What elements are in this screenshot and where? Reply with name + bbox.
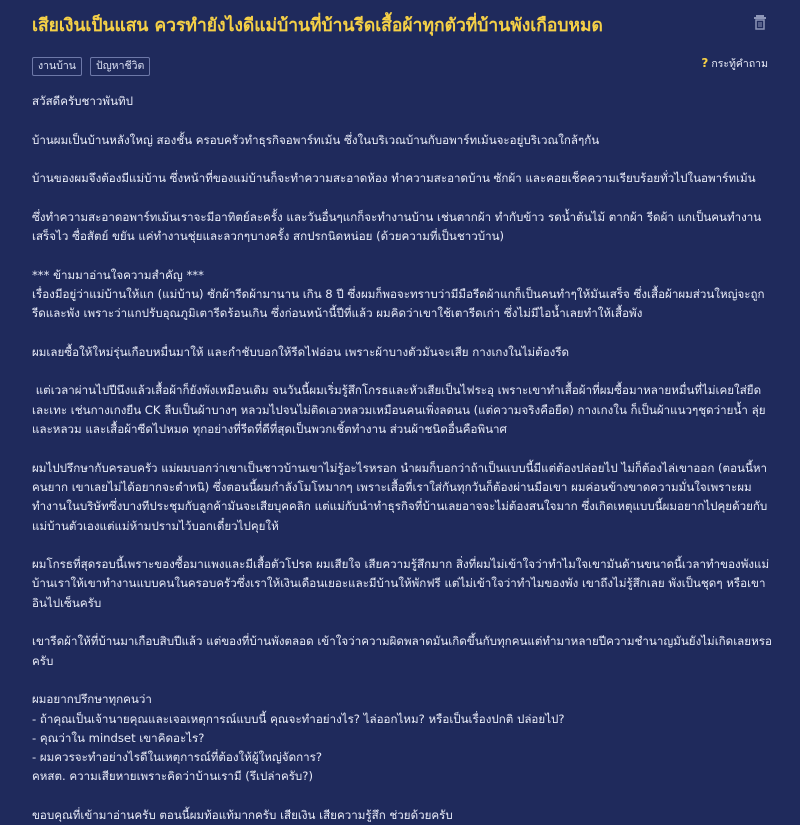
paragraph-thanks: ขอบคุณที่เข้ามาอ่านครับ ตอนนี้ผมท้อแท้มากครับ เสียเงิน เสียความรู้สึก ช่วยด้วยครับ <box>32 807 453 822</box>
trash-icon[interactable] <box>753 14 767 30</box>
post-body <box>32 92 772 825</box>
paragraph-greeting: สวัสดีครับชาวพันทิป <box>32 94 133 108</box>
topic-meta <box>32 54 768 74</box>
paragraph-ten-years: เขารีดผ้าให้ที่บ้านมาเกือบสิบปีแล้ว แต่ของที่บ้านพังตลอด เข้าใจว่าความผิดพลาดมันเกิดขึ้นกับทุกคนแต่ทำมาหลายปีความชำนาญมันยังไม่เกิดเลยหรอครับ <box>32 634 772 668</box>
paragraph-maid-duties: ซึ่งทำความสะอาดอพาร์ทเม้นเราจะมีอาทิตย์ละครั้ง และวันอื่นๆแกก็จะทำงานบ้าน เช่นตากผ้า ทำกับข้าว รดน้ำต้นไม้ ตากผ้า รีดผ้า แกเป็นคนทำงานเสร็จไว ซื่อสัตย์ ขยัน แค่ทำงานชุ่ยและลวกๆบางครั้ง สกปรกนิดหน่อย (ด้วยความที่เป็นชาวบ้าน) <box>32 209 762 244</box>
tag-housework[interactable]: งานบ้าน <box>32 57 82 76</box>
paragraph-intro: บ้านผมเป็นบ้านหลังใหญ่ สองชั้น ครอบครัวทำธุรกิจอพาร์ทเม้น ซึ่งในบริเวณบ้านกับอพาร์ทเม้นจะอยู่บริเวณใกล้ๆกัน <box>32 132 600 147</box>
paragraph-key-point: *** ข้ามมาอ่านใจความสำคัญ *** เรื่องมีอยู่ว่าแม่บ้านให้แก (แม่บ้าน) ซักผ้ารีดผ้ามานาน เกิน 8 ปี ซึ่งผมก็พอจะทราบว่ามีมือรีดผ้าแกก็เป็นคนทำๆให้มันเสร็จ ซึ่งเสื้อผ้าผมส่วนใหญ่จะถูกรีดและพัง เพราะว่าแกปรับอุณภูมิเตารีดร้อนเกิน ซึ่งก่อนหน้านี้ปีที่แล้ว ผมคิดว่าเขาใช้เตารีดเก่า ซึ่งไม่มีไอน้ำเลยทำให้เสื้อพัง <box>32 267 765 321</box>
paragraph-family-advice: ผมไปปรึกษากับครอบครัว แม่ผมบอกว่าเขาเป็นชาวบ้านเขาไม่รู้อะไรหรอก นำผมก็บอกว่าถ้าเป็นแบบนี้มีแต่ต้องปล่อยไป ไม่ก็ต้องไล่เขาออก (ตอนนี้หาคนยาก เขาเลยไม่ได้อยากจะตำหนิ) ซึ่งตอนนี้ผมกำลังโมโหมากๆ เพราะเสื้อที่เราใส่กันทุกวันก็ต้องผ่านมือเขา ผมค่อนข้างขาดความมั่นใจเพราะผมทำงานในบริษัทซึ่งบางทีประชุมกับลูกค้ามันจะเสียบุคคลิก แต่แม่กับนำทำธุรกิจที่บ้านเลยอาจจะไม่ต้องสนใจมาก ซึ่งเกิดเหตุแบบนี้ผมอยากไปคุยด้วยกับแม่บ้านตัวเองแต่แม่ห้ามปรามไว้บอกเดี๋ยวไปคุยให้ <box>32 460 768 533</box>
paragraph-maid-role: บ้านของผมจึงต้องมีแม่บ้าน ซึ่งหน้าที่ของแม่บ้านก็จะทำความสะอาดห้อง ทำความสะอาดบ้าน ซักผ้า และคอยเช็คความเรียบร้อยทั่วไปในอพาร์ทเม้น <box>32 171 756 186</box>
question-mark-icon: ? <box>701 56 709 70</box>
topic-title: เสียเงินเป็นแสน ควรทำยังไงดีแม่บ้านที่บ้านรีดเสื้อผ้าทุกตัวที่บ้านพังเกือบหมด <box>32 16 603 36</box>
topic-type-label <box>701 55 768 72</box>
topic-type-text: กระทู้คำถาม <box>711 58 768 70</box>
paragraph-clothes-damaged: แต่เวลาผ่านไปปีนึงแล้วเสื้อผ้าก็ยังพังเหมือนเดิม จนวันนี้ผมเริ่มรู้สึกโกรธและหัวเสียเป็นไฟระอุ เพราะเขาทำเสื้อผ้าที่ผมซื้อมาหลายหมื่นที่ไม่เคยใส่ยืดเละเทะ เช่นกางเกงยีน CK ลีบเป็นผ้าบางๆ หลวมไปจนไม่ติดเอวหลวมเหมือนคนเพิ่งลดนน (แต่ความจริงคือยืด) กางเกงใน ก็เป็นผ้าแนวๆชุดว่ายน้ำ ลุ่ยและหลวม และเสื้อผ้าซีดไปหมด ทุกอย่างที่รีดที่ดีที่สุดเป็นพวกเชิ้ตทำงาน ส่วนผ้าชนิดอื่นคือพินาศ <box>32 383 766 437</box>
paragraph-anger: ผมโกรธที่สุดรอบนี้เพราะของซื้อมาแพงและมีเสื้อตัวโปรด ผมเสียใจ เสียความรู้สึกมาก สิ่งที่ผมไม่เข้าใจว่าทำไมใจเขามันด้านขนาดนี้เวลาทำของพังแม่บ้านเราให้เขาทำงานแบบคนในครอบครัวซึ่งเราให้เงินเดือนเยอะและมีบ้านให้พักฟรี แต่ไม่เข้าใจว่าทำไมของพัง เขาถึงไม่รู้สึกเลย พังเป็นชุดๆ หรือเขาอินไปเซ็นครับ <box>32 557 770 610</box>
paragraph-new-iron: ผมเลยซื้อให้ใหม่รุ่นเกือบหมื่นมาให้ และกำชับบอกให้รีดไฟอ่อน เพราะผ้าบางตัวมันจะเสีย กางเกงในไม่ต้องรีด <box>32 344 570 359</box>
paragraph-questions: ผมอยากปรึกษาทุกคนว่า - ถ้าคุณเป็นเจ้านายคุณและเจอเหตุการณ์แบบนี้ คุณจะทำอย่างไร? ไล่ออกไหม? หรือเป็นเรื่องปกติ ปล่อยไป? - คุณว่าใน mindset เขาคิดอะไร? - ผมควรจะทำอย่างไรดีในเหตุการณ์ที่ต้องให้ผู้ใหญ่จัดการ? คหสต. ความเสียหายเพราะคิดว่าบ้านเรามี (รึเปล่าครับ?) <box>32 692 565 784</box>
tag-life-problem[interactable]: ปัญหาชีวิต <box>90 57 150 76</box>
